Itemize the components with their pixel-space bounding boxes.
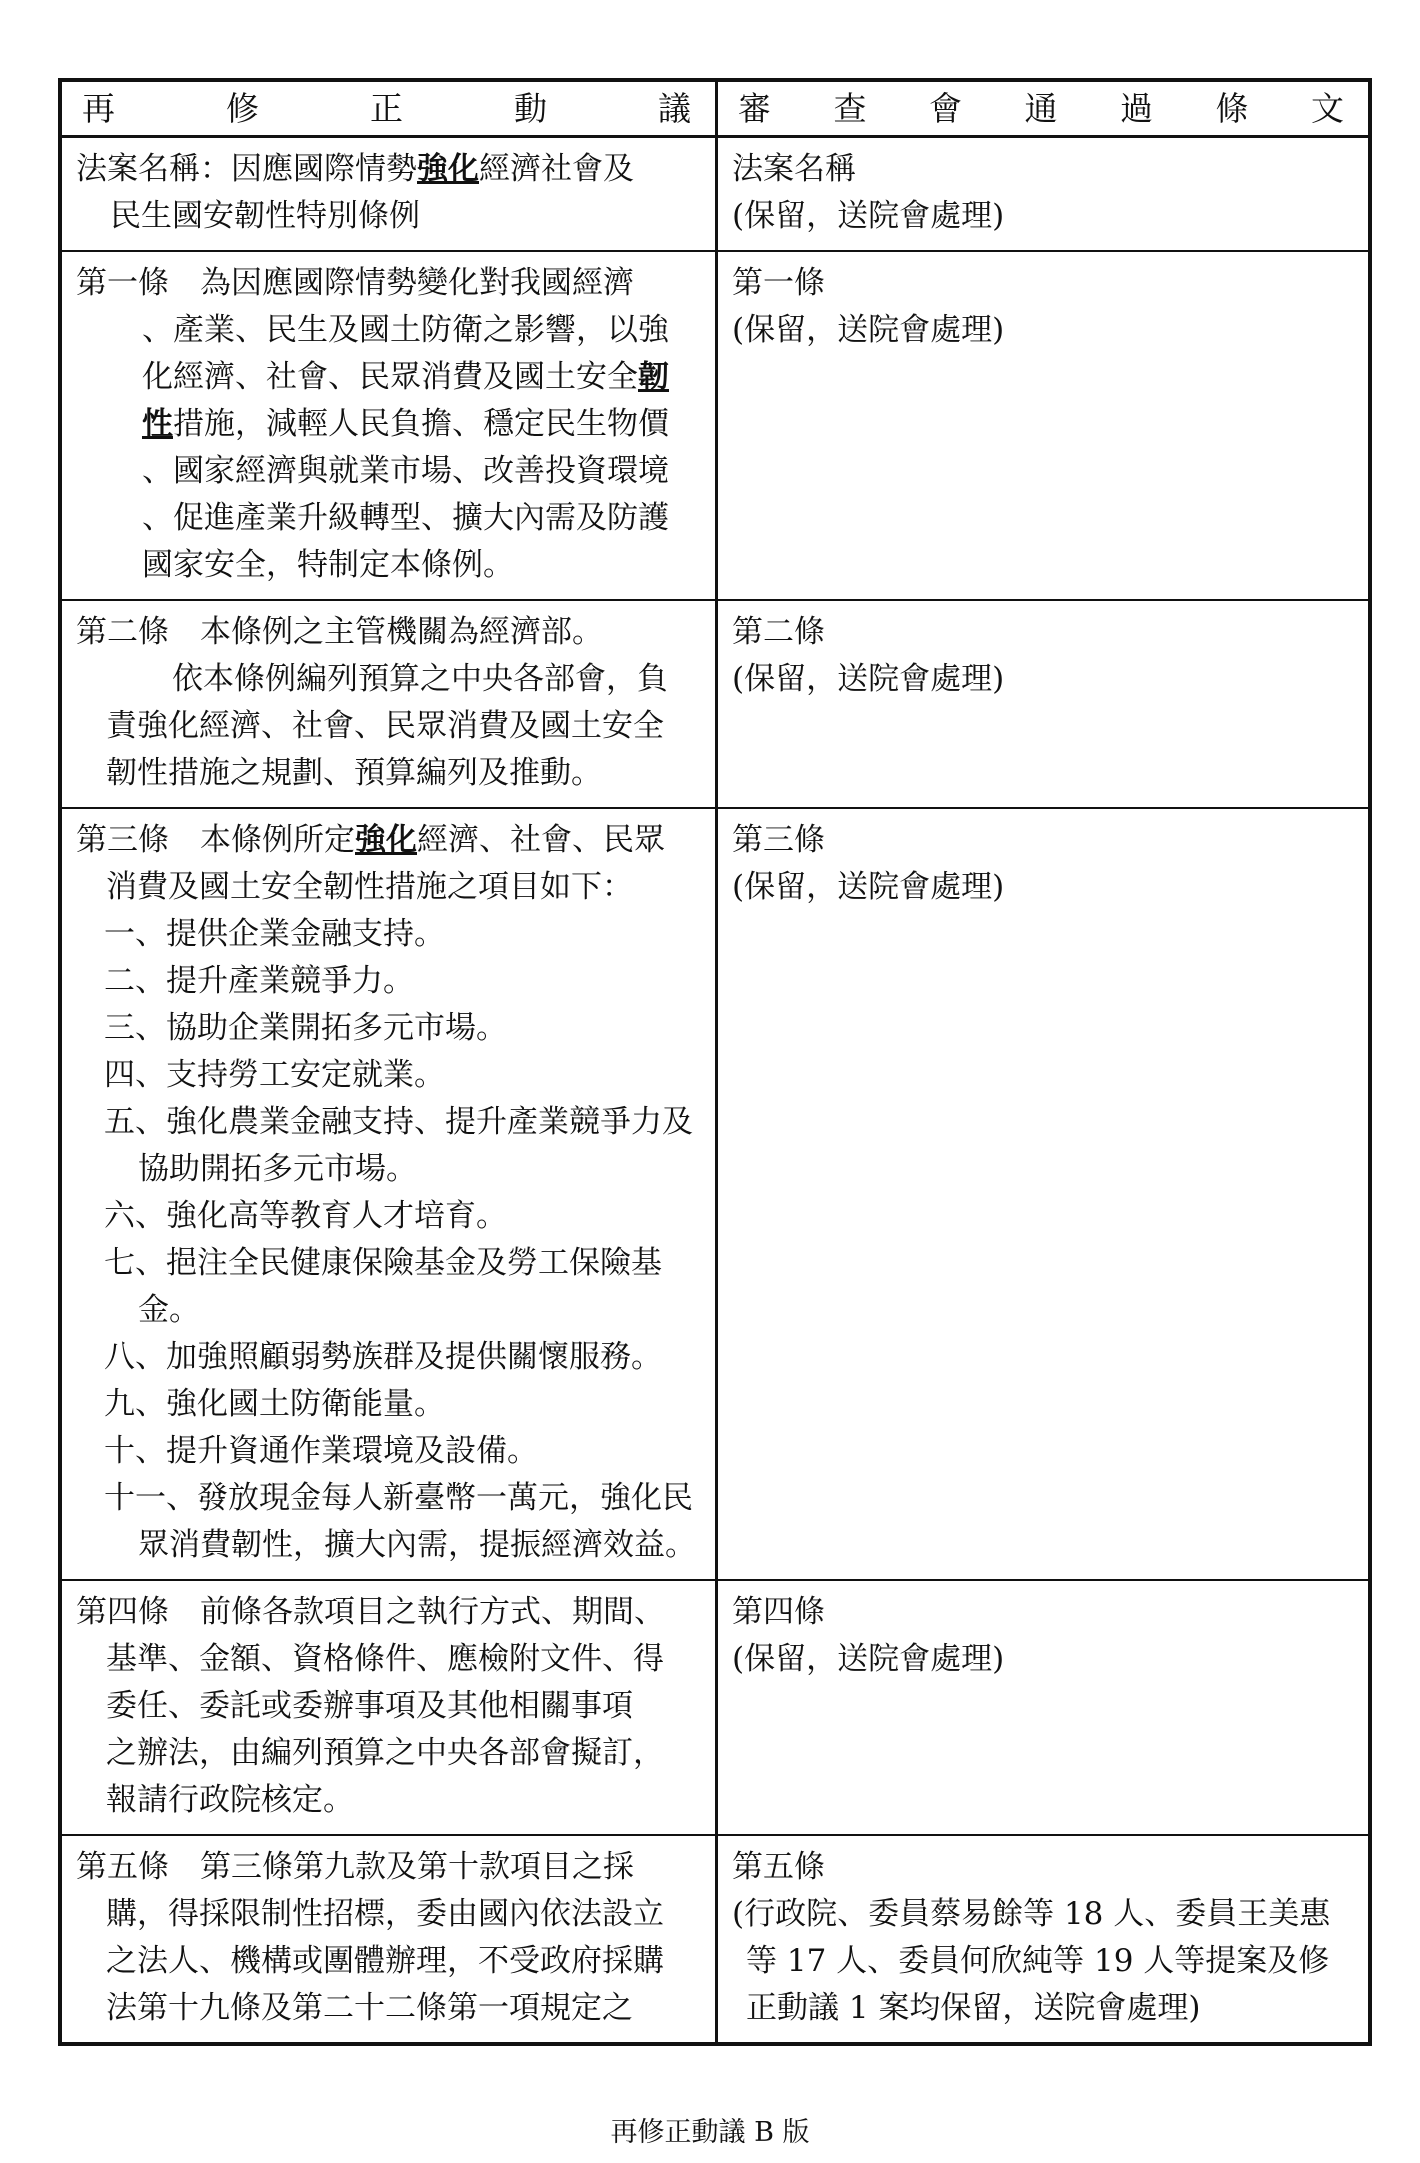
article-2-approved (718, 601, 1368, 807)
text: 之辦法，由編列預算之中央各部會擬訂， (106, 1735, 664, 1771)
text: 第二條 (732, 614, 825, 650)
row-article-3 (62, 807, 1368, 1579)
list-item: 十、提升資通作業環境及設備。 (104, 1433, 538, 1469)
header-char: 再 (82, 88, 115, 128)
status-note: (保留，送院會處理) (732, 312, 1005, 348)
text: 委任、委託或委辦事項及其他相關事項 (106, 1688, 633, 1724)
underlined-text: 韌 (638, 359, 669, 395)
comparison-table (58, 78, 1372, 2046)
article-1-approved (718, 252, 1368, 599)
row-article-4 (62, 1579, 1368, 1834)
status-note: (保留，送院會處理) (732, 1641, 1005, 1677)
underlined-text: 強化 (355, 822, 417, 858)
text: 第四條 (732, 1594, 825, 1630)
text: 法案名稱 (732, 151, 856, 187)
text: 化經濟、社會、民眾消費及國土安全 (142, 359, 638, 395)
header-left-motion (62, 82, 718, 135)
underlined-text: 性 (142, 406, 173, 442)
text: 第一條 為因應國際情勢變化對我國經濟 (76, 265, 634, 301)
list-item: 一、提供企業金融支持。 (104, 916, 445, 952)
row-law-title (62, 138, 1368, 250)
list-item: 六、強化高等教育人才培育。 (104, 1198, 507, 1234)
text: 第三條 (732, 822, 825, 858)
header-char: 審 (738, 88, 771, 128)
header-char: 查 (833, 88, 867, 128)
row-article-1 (62, 250, 1368, 599)
article-5-approved (718, 1836, 1368, 2042)
status-note: (保留，送院會處理) (732, 198, 1005, 234)
article-4-approved (718, 1581, 1368, 1834)
page-footer: 再修正動議 B 版 (610, 2117, 810, 2148)
text: 第四條 前條各款項目之執行方式、期間、 (76, 1594, 665, 1630)
article-3-approved (718, 809, 1368, 1579)
article-5-motion (62, 1836, 718, 2042)
text: 依本條例編列預算之中央各部會，負 (172, 661, 668, 697)
list-item: 五、強化農業金融支持、提升產業競爭力及協助開拓多元市場。 (104, 1104, 693, 1187)
list-item: 八、加強照顧弱勢族群及提供關懷服務。 (104, 1339, 662, 1375)
status-note: (保留，送院會處理) (732, 869, 1005, 905)
header-char: 正 (370, 88, 403, 128)
text: 責強化經濟、社會、民眾消費及國土安全 (106, 708, 664, 744)
table-header-row (62, 82, 1368, 138)
law-title-motion (62, 138, 718, 250)
header-char: 文 (1311, 88, 1344, 128)
list-item: 四、支持勞工安定就業。 (104, 1057, 445, 1093)
text: 第五條 第三條第九款及第十款項目之採 (76, 1849, 634, 1885)
list-item: 七、挹注全民健康保險基金及勞工保險基金。 (104, 1245, 662, 1328)
article-3-motion (62, 809, 718, 1579)
status-note: (行政院、委員蔡易餘等 18 人、委員王美惠 (732, 1896, 1331, 1932)
header-char: 條 (1215, 88, 1249, 128)
text: 基準、金額、資格條件、應檢附文件、得 (106, 1641, 664, 1677)
row-article-2 (62, 599, 1368, 807)
text: 韌性措施之規劃、預算編列及推動。 (106, 755, 602, 791)
header-right-approved (718, 82, 1368, 135)
text: 第三條 本條例所定 (76, 822, 355, 858)
header-char: 通 (1024, 88, 1058, 128)
text: 民生國安韌性特別條例 (110, 198, 420, 234)
text: 報請行政院核定。 (106, 1782, 354, 1818)
text: 、國家經濟與就業市場、改善投資環境 (142, 453, 669, 489)
underlined-text: 強化 (417, 151, 479, 187)
article-4-motion (62, 1581, 718, 1834)
row-article-5 (62, 1834, 1368, 2042)
text: 法第十九條及第二十二條第一項規定之 (106, 1990, 633, 2026)
text: 法案名稱：因應國際情勢 (76, 151, 417, 187)
text: 第五條 (732, 1849, 825, 1885)
list-item: 二、提升產業競爭力。 (104, 963, 414, 999)
text: 購，得採限制性招標，委由國內依法設立 (106, 1896, 664, 1932)
status-note: 等 17 人、委員何欣純等 19 人等提案及修 (746, 1943, 1330, 1979)
text: 、促進產業升級轉型、擴大內需及防護 (142, 500, 669, 536)
list-item: 十一、發放現金每人新臺幣一萬元，強化民眾消費韌性，擴大內需，提振經濟效益。 (104, 1480, 696, 1563)
header-char: 動 (514, 88, 547, 128)
text: 第一條 (732, 265, 825, 301)
text: 措施，減輕人民負擔、穩定民生物價 (173, 406, 669, 442)
header-char: 過 (1120, 88, 1153, 128)
header-char: 議 (658, 88, 691, 128)
text: 、產業、民生及國土防衛之影響，以強 (142, 312, 669, 348)
header-char: 會 (929, 88, 962, 128)
text: 之法人、機構或團體辦理，不受政府採購 (106, 1943, 664, 1979)
status-note: (保留，送院會處理) (732, 661, 1005, 697)
text: 經濟、社會、民眾 (417, 822, 665, 858)
list-item: 三、協助企業開拓多元市場。 (104, 1010, 507, 1046)
law-title-approved (718, 138, 1368, 250)
header-char: 修 (226, 88, 259, 128)
text: 經濟社會及 (479, 151, 634, 187)
text: 第二條 本條例之主管機關為經濟部。 (76, 614, 603, 650)
article-2-motion (62, 601, 718, 807)
article-1-motion (62, 252, 718, 599)
text: 消費及國土安全韌性措施之項目如下： (106, 869, 633, 905)
list-item: 九、強化國土防衛能量。 (104, 1386, 445, 1422)
status-note: 正動議 1 案均保留，送院會處理) (746, 1990, 1201, 2026)
text: 國家安全，特制定本條例。 (142, 547, 514, 583)
